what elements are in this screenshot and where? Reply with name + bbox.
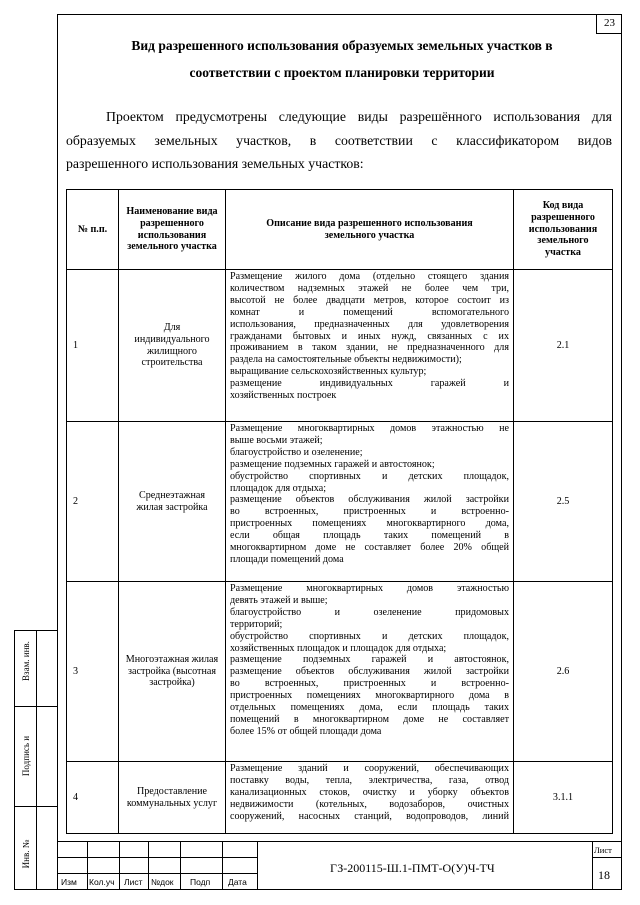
description-line: комнат и помещений вспомогательного: [230, 306, 509, 318]
stamp-kol: Кол.уч: [89, 877, 115, 887]
description-line: пристроенных помещениях многоквартирного дома,: [230, 518, 509, 530]
row-description: [226, 762, 514, 834]
description-line: хозяйственных построек: [230, 390, 337, 402]
row-code: 2.1: [514, 270, 613, 422]
side-label-podpis: Подпись и: [21, 735, 31, 777]
heading-line-1: Вид разрешенного использования образуемых земельных участков в: [131, 38, 553, 53]
description-line: хозяйственных площадок и площадок для отдыха;: [230, 642, 447, 654]
table-row: [67, 582, 613, 762]
description-line: проживанием в таком здании, не предназначенного для: [230, 342, 509, 354]
description-line: во встроенных, пристроенных и встроенно-: [230, 678, 509, 690]
description-line: раздела на самостоятельные объекты недвижимости);: [230, 354, 462, 366]
row-use-name: Среднеэтажная жилая застройка: [119, 422, 226, 582]
row-description: [226, 422, 514, 582]
description-line: количеством надземных этажей не более чем три,: [230, 282, 509, 294]
row-number: 1: [67, 270, 119, 422]
description-line: использования, предназначенных для удовлетворения: [230, 318, 509, 330]
description-line: пристроенных помещениях многоквартирного дома в: [230, 690, 509, 702]
table-row: [67, 422, 613, 582]
intro-line-1: Проектом предусмотрены следующие виды разрешённого использования для: [106, 109, 612, 124]
description-line: отдельных помещениях дома, если площадь таких: [230, 702, 509, 714]
table-row: [67, 270, 613, 422]
header-desc: Описание вида разрешенного использования земельного участка: [226, 190, 514, 270]
description-line: площади помещений дома: [230, 553, 344, 565]
description-line: многоквартирном доме не составляет более 20% общей: [230, 542, 509, 554]
stamp-podp: Подп: [190, 877, 211, 887]
description-line: территорий;: [230, 618, 283, 630]
header-num: № п.п.: [67, 190, 119, 270]
description-line: высотой не более двадцати метров, которое состоит из: [230, 294, 509, 306]
description-line: площадок для отдыха;: [230, 482, 326, 494]
description-line: обустройство спортивных и детских площадок,: [230, 470, 509, 482]
description-line: гражданами бытовых и иных нужд, связанных с их: [230, 330, 509, 342]
description-line: поставку воды, тепла, электричества, газа, отвод: [230, 774, 509, 786]
intro-line-3: разрешенного использования земельных участков:: [66, 156, 364, 171]
description-line: Размещение зданий и сооружений, обеспечивающих: [230, 763, 509, 774]
side-label-vzam: Взам. инв.: [21, 641, 31, 681]
page-number: 23: [596, 14, 622, 34]
land-use-table: [66, 189, 613, 834]
stamp-list: Лист: [124, 877, 143, 887]
stamp-data: Дата: [228, 877, 247, 887]
intro-paragraph: [66, 105, 612, 176]
description-line: более 15% от общей площади дома: [230, 725, 382, 737]
description-line: выращивание сельскохозяйственных культур;: [230, 366, 427, 378]
row-description: [226, 270, 514, 422]
description-line: во встроенных, пристроенных и встроенно-: [230, 506, 509, 518]
description-line: размещение подземных гаражей и автостоянок,: [230, 654, 509, 666]
row-number: 2: [67, 422, 119, 582]
description-line: обустройство спортивных и детских площадок,: [230, 630, 509, 642]
sheet-number: 18: [598, 868, 610, 882]
description-line: размещение подземных гаражей и автостоянок;: [230, 458, 435, 470]
row-code: 2.6: [514, 582, 613, 762]
description-line: недвижимости (котельных, водозаборов, очистных: [230, 798, 509, 810]
row-use-name: Для индивидуального жилищного строительства: [119, 270, 226, 422]
heading-line-2: соответствии с проектом планировки территории: [189, 65, 495, 80]
intro-line-2: образуемых земельных участков, в соответствии с классификатором видов: [66, 132, 612, 148]
description-line: Размещение многоквартирных домов этажностью: [230, 583, 509, 594]
side-binding-block: [14, 630, 57, 890]
sheet-label: Лист: [594, 845, 612, 855]
table-row: [67, 762, 613, 834]
description-line: Размещение жилого дома (отдельно стоящего здания: [230, 271, 509, 282]
description-line: если общая площадь таких помещений в: [230, 530, 509, 542]
description-line: размещение объектов обслуживания жилой застройки: [230, 494, 509, 506]
row-use-name: Предоставление коммунальных услуг: [119, 762, 226, 834]
header-code: Код вида разрешенного использования земельного участка: [514, 190, 613, 270]
description-line: размещение индивидуальных гаражей и: [230, 378, 509, 390]
description-line: благоустройство и озеленение;: [230, 446, 363, 458]
description-line: благоустройство и озеленение придомовых: [230, 606, 509, 618]
row-code: 2.5: [514, 422, 613, 582]
stamp-ndok: №док: [151, 877, 174, 887]
row-code: 3.1.1: [514, 762, 613, 834]
table-header-row: [67, 190, 613, 270]
side-label-inv: Инв. №: [21, 839, 31, 869]
stamp-izm: Изм: [61, 877, 77, 887]
description-line: Размещение многоквартирных домов этажностью не: [230, 423, 509, 434]
row-description: [226, 582, 514, 762]
description-line: девять этажей и выше;: [230, 594, 328, 606]
description-line: размещение объектов обслуживания жилой застройки: [230, 666, 509, 678]
row-number: 4: [67, 762, 119, 834]
description-line: выше восьми этажей;: [230, 434, 323, 446]
document-code: ГЗ-200115-Ш.1-ПМТ-О(У)Ч-ТЧ: [330, 861, 495, 875]
description-line: сооружений, насосных станций, водопроводов, линий: [230, 810, 509, 822]
header-name: Наименование вида разрешенного использования земельного участка: [119, 190, 226, 270]
row-use-name: Многоэтажная жилая застройка (высотная застройка): [119, 582, 226, 762]
description-line: канализационных стоков, очистку и уборку объектов: [230, 786, 509, 798]
description-line: помещений в многоквартирном доме не составляет: [230, 713, 509, 725]
row-number: 3: [67, 582, 119, 762]
